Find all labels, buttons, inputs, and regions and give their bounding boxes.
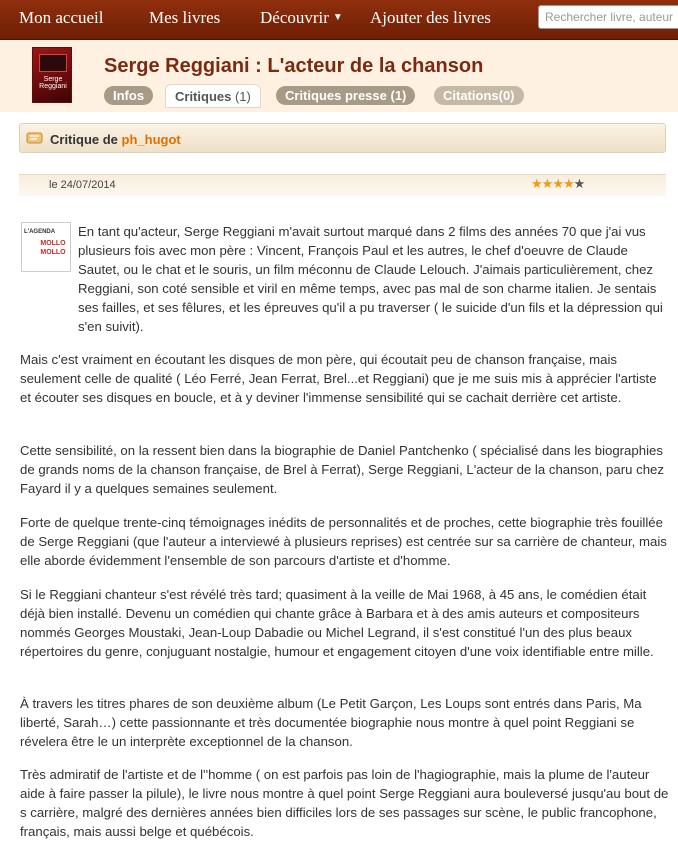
review-paragraph: Très admiratif de l'artiste et de l''homme ( on est parfois pas loin de l'hagiographie, mais la plume de l'auteur aide à faire passer la pilule), le livre nous montre à quel point Serge Reggiani aura bouleversé jusqu'au bout de s carrière, malgré des dernières années bien difficiles lors de ses passages sur scène, le public francophone, français, mais aussi belge et québécois. <box>20 767 669 839</box>
star-filled-icon: ★ <box>552 176 563 191</box>
review-paragraph: Mais c'est vraiment en écoutant les disques de mon père, qui écoutait peu de chanson française, mais seulement celle de qualité ( Léo Ferré, Jean Ferrat, Brel...et Reggiani) que je me suis mis à apprécier l'artiste et écouter ses disques en boucle, et à y deviner l'immense sensibilité qui se cachait derrière cet artiste. <box>20 352 657 405</box>
nav-home-link[interactable]: Mon accueil <box>19 8 104 27</box>
tab-citations-count: (0) <box>498 88 515 103</box>
star-empty-icon: ★ <box>573 176 585 191</box>
nav-my-books-link[interactable]: Mes livres <box>149 8 221 27</box>
tab-citations[interactable] <box>434 86 524 105</box>
star-filled-icon: ★ <box>541 176 553 191</box>
tab-infos-label: Infos <box>113 88 145 103</box>
review-author-link[interactable]: ph_hugot <box>121 132 181 147</box>
tab-presse-label: Critiques presse <box>285 88 387 103</box>
book-title[interactable]: Serge Reggiani : L'acteur de la chanson <box>104 55 484 77</box>
review-thumbnail[interactable] <box>21 222 71 272</box>
star-filled-icon: ★ <box>562 176 574 191</box>
review-header-text <box>50 132 181 147</box>
thumb-mid-text: MOLLO MOLLO <box>40 240 66 256</box>
search-input[interactable] <box>538 5 678 29</box>
star-filled-icon: ★ <box>531 176 542 191</box>
cover-text: Serge Reggiani <box>39 76 67 90</box>
review-paragraph: En tant qu'acteur, Serge Reggiani m'avait surtout marqué dans 2 films des années 70 que j'ai vus plusieurs fois avec mon père : Vincent, François Paul et les autres, le chef d'oeuvre de Claude Sautet, ou le chat et le souris, un film méconnu de Claude Lelouch. J'aimais particulièrement, chez Reggiani, son coté sensible et viril en même temps, avec pas mal de son charme italien. Je sentais ses failles, et ses fêlures, et les épreuves qu'il a pu traverser ( le suicide d'un fils et la dépression qui s'en suivit). <box>78 224 663 334</box>
tab-presse-count: (1) <box>390 88 407 103</box>
tab-critiques-count: (1) <box>234 89 251 104</box>
book-cover[interactable] <box>32 47 72 103</box>
rating-stars <box>531 176 584 192</box>
cover-decoration <box>39 54 67 72</box>
nav-discover-menu[interactable] <box>260 8 343 28</box>
review-paragraph: Cette sensibilité, on la ressent bien dans la biographie de Daniel Pantchenko ( spécialisé dans les biographies de grands noms de la chanson française, de Brel à Ferrat), Serge Reggiani, L'acteur de la chanson, paru chez Fayard il y a quelques semaines seulement. <box>20 443 664 496</box>
review-date: le 24/07/2014 <box>49 179 116 191</box>
caret-down-icon: ▼ <box>332 12 343 23</box>
tab-critiques[interactable] <box>165 84 261 108</box>
nav-discover-label: Découvrir <box>260 8 329 27</box>
review-quote-icon <box>26 131 44 145</box>
tab-citations-label: Citations <box>443 88 499 103</box>
tab-infos[interactable] <box>104 86 153 105</box>
review-header <box>19 123 666 153</box>
review-paragraph: Si le Reggiani chanteur s'est révélé très tard; quasiment à la veille de Mai 1968, à 45 ans, le comédien était déjà bien installé. Devenu un comédien qui chante grâce à Barbara et à des amis auteurs et compositeurs nommés Georges Moustaki, Jean-Loup Dabadie ou Michel Legrand, il s'est constitué l'un des plus beaux répertoires du genre, conjuguant nostalgie, humour et engagement citoyen d'une voix identifiable entre mille. <box>20 587 654 659</box>
review-paragraph: À travers les titres phares de son deuxième album (Le Petit Garçon, Les Loups sont entrés dans Paris, Ma liberté, Sarah…) cette passionnante et très documentée biographie nous montre à quel point Reggiani se révelera être le un interprète exceptionnel de la chanson. <box>20 696 642 749</box>
top-nav <box>0 0 678 40</box>
tab-critiques-label: Critiques <box>175 89 232 104</box>
nav-add-books-link[interactable]: Ajouter des livres <box>370 8 491 27</box>
tab-critiques-presse[interactable] <box>276 86 415 105</box>
review-paragraph: Forte de quelque trente-cinq témoignages inédits de personnalités et de proches, cette biographie très fouillée de Serge Reggiani (que l'auteur a interviewé à plusieurs reprises) est centrée sur sa carrière de chanteur, mais elle aborde évidemment l'ensemble de son parcours d'artiste et d'homme. <box>20 515 667 568</box>
review-header-prefix: Critique de <box>50 132 118 147</box>
thumb-top-text: L'AGENDA <box>24 229 56 235</box>
review-meta-bar <box>19 174 666 196</box>
